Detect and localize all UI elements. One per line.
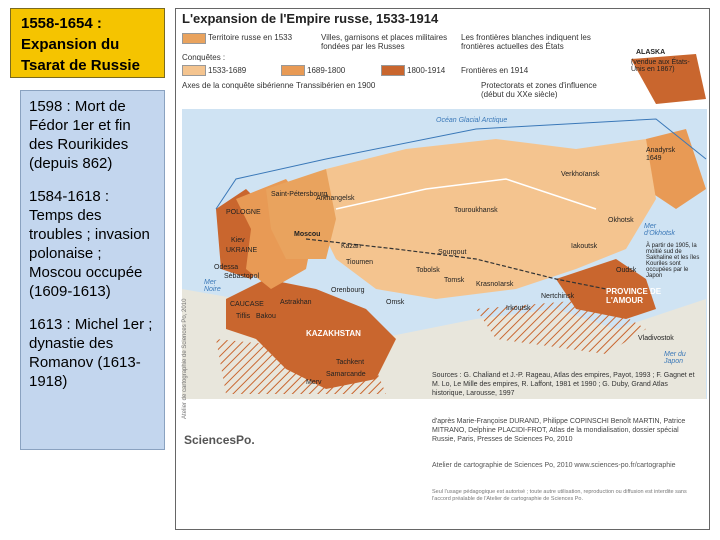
label-tioumen: Tioumen — [346, 259, 373, 266]
legend-swatch-c1 — [182, 65, 206, 76]
legend-c2: 1689-1800 — [307, 66, 346, 75]
label-vladivostok: Vladivostok — [638, 335, 674, 342]
legend-swatch-c3 — [381, 65, 405, 76]
legend-territory-1533: Territoire russe en 1533 — [208, 33, 293, 42]
legend-axes: Axes de la conquête sibérienne — [182, 81, 294, 90]
label-mer-noire: Mer Noire — [204, 279, 221, 293]
map-sources: Sources : G. Chaliand et J.-P. Rageau, Atlas des empires, Payot, 1993 ; F. Gagnet et M. Lo, Le Mille des empires, R. Laffont, 1981 et 1990 ; G. Duby, Grand Atlas historique, Larousse, 1997 — [432, 372, 695, 397]
map-vertical-credit: Atelier de cartographie de Sciences Po, 2010 — [182, 298, 188, 419]
label-bakou: Bakou — [256, 313, 276, 320]
legend-borders: Les frontières blanches indiquent les frontières actuelles des États — [461, 33, 591, 51]
slide-title-line: 1558-1654 : — [21, 15, 102, 32]
legend-swatch-1533 — [182, 33, 206, 44]
label-tiflis: Tiflis — [236, 313, 251, 320]
label-mer-okhotsk: Mer d'Okhotsk — [644, 223, 675, 237]
map-atelier: Atelier de cartographie de Sciences Po, 2010 www.sciences-po.fr/cartographie — [432, 462, 676, 469]
slide-title-box — [10, 8, 165, 78]
label-tobolsk: Tobolsk — [416, 267, 440, 274]
label-amour: PROVINCE DE L'AMOUR — [606, 287, 662, 305]
label-oudsk: Oudsk — [616, 267, 637, 274]
label-merv: Merv — [306, 379, 322, 386]
label-touroukhansk: Touroukhansk — [454, 207, 498, 214]
label-odessa: Odessa — [214, 264, 239, 271]
map-frame — [175, 8, 710, 530]
label-astrakhan: Astrakhan — [280, 299, 312, 306]
legend-towns: Villes, garnisons et places militaires fondées par les Russes — [321, 33, 448, 51]
label-nertchinsk: Nertchinsk — [541, 293, 575, 300]
label-omsk: Omsk — [386, 299, 405, 306]
label-samarcande: Samarcande — [326, 371, 366, 378]
label-ocean: Océan Glacial Arctique — [436, 117, 508, 124]
legend-frontier-1914: Frontières en 1914 — [461, 66, 529, 75]
label-moscou: Moscou — [294, 231, 321, 238]
slide-title-line: Tsarat de Russie — [21, 57, 140, 74]
legend-c1: 1533-1689 — [208, 66, 247, 75]
label-sourgout: Sourgout — [438, 249, 467, 256]
label-orenbourg: Orenbourg — [331, 287, 365, 294]
legend-transsib: Transsibérien en 1900 — [296, 81, 376, 90]
label-kiev: Kiev — [231, 237, 245, 244]
label-st-petersbourg: Saint-Pétersbourg — [271, 191, 328, 198]
label-kazan: Kazan — [341, 243, 361, 250]
slide-title-line: Expansion du — [21, 36, 120, 53]
label-caucase: CAUCASE — [230, 301, 264, 308]
legend-c3: 1800-1914 — [407, 66, 446, 75]
sciencespo-logo: SciencesPo. — [184, 433, 255, 447]
label-krasnoiarsk: Krasnoïarsk — [476, 281, 514, 288]
label-iakoutsk: Iakoutsk — [571, 243, 598, 250]
label-anadyrsk-year: 1649 — [646, 155, 662, 162]
label-verkhoiansk: Verkhoïansk — [561, 171, 600, 178]
note-item: 1584-1618 : Temps des troubles ; invasion polonaise ; Moscou occupée (1609-1613) — [29, 188, 150, 300]
label-arkhangelsk: Arkhangelsk — [316, 195, 355, 202]
label-kazakhstan: KAZAKHSTAN — [306, 329, 361, 338]
label-pologne: POLOGNE — [226, 209, 261, 216]
label-tomsk: Tomsk — [444, 277, 465, 284]
label-okhotsk: Okhotsk — [608, 217, 634, 224]
label-sebastopol: Sébastopol — [224, 273, 260, 280]
label-alaska: ALASKA — [636, 49, 666, 56]
map-credits: d'après Marie-Françoise DURAND, Philippe COPINSCHI Benoît MARTIN, Patrice MITRANO, Delphine PLACIDI-FROT, Atlas de la mondialisation, dossier spécial Russie, Paris, Presses de Sciences Po, 2010 — [432, 418, 686, 443]
label-ukraine: UKRAINE — [226, 247, 258, 254]
legend-conquests: Conquêtes : — [182, 53, 226, 62]
note-item: 1613 : Michel 1er ; dynastie des Romanov (1613-1918) — [29, 316, 153, 390]
label-sakhaline-note: À partir de 1905, la moitié sud de Sakhaline et les îles Kouriles sont occupées par le Japon — [646, 243, 700, 279]
label-alaska-note: (vendue aux États-Unis en 1867) — [631, 59, 690, 73]
legend-protectorates: Protectorats et zones d'influence (début du XXe siècle) — [481, 81, 597, 99]
map-license: Seul l'usage pédagogique est autorisé ; toute autre utilisation, reproduction ou diffusion est interdite sans l'accord préalable de l'Atelier de cartographie de Sciences Po. — [432, 489, 687, 502]
slide-notes-box — [20, 90, 165, 450]
label-mer-japon: Mer du Japon — [664, 351, 686, 365]
note-item: 1598 : Mort de Fédor 1er et fin des Rourikides (depuis 862) — [29, 98, 131, 172]
label-tachkent: Tachkent — [336, 359, 365, 366]
label-anadyrsk: Anadyrsk — [646, 147, 676, 154]
map-title: L'expansion de l'Empire russe, 1533-1914 — [182, 11, 439, 26]
legend-swatch-c2 — [281, 65, 305, 76]
label-irkoutsk: Irkoutsk — [506, 305, 531, 312]
